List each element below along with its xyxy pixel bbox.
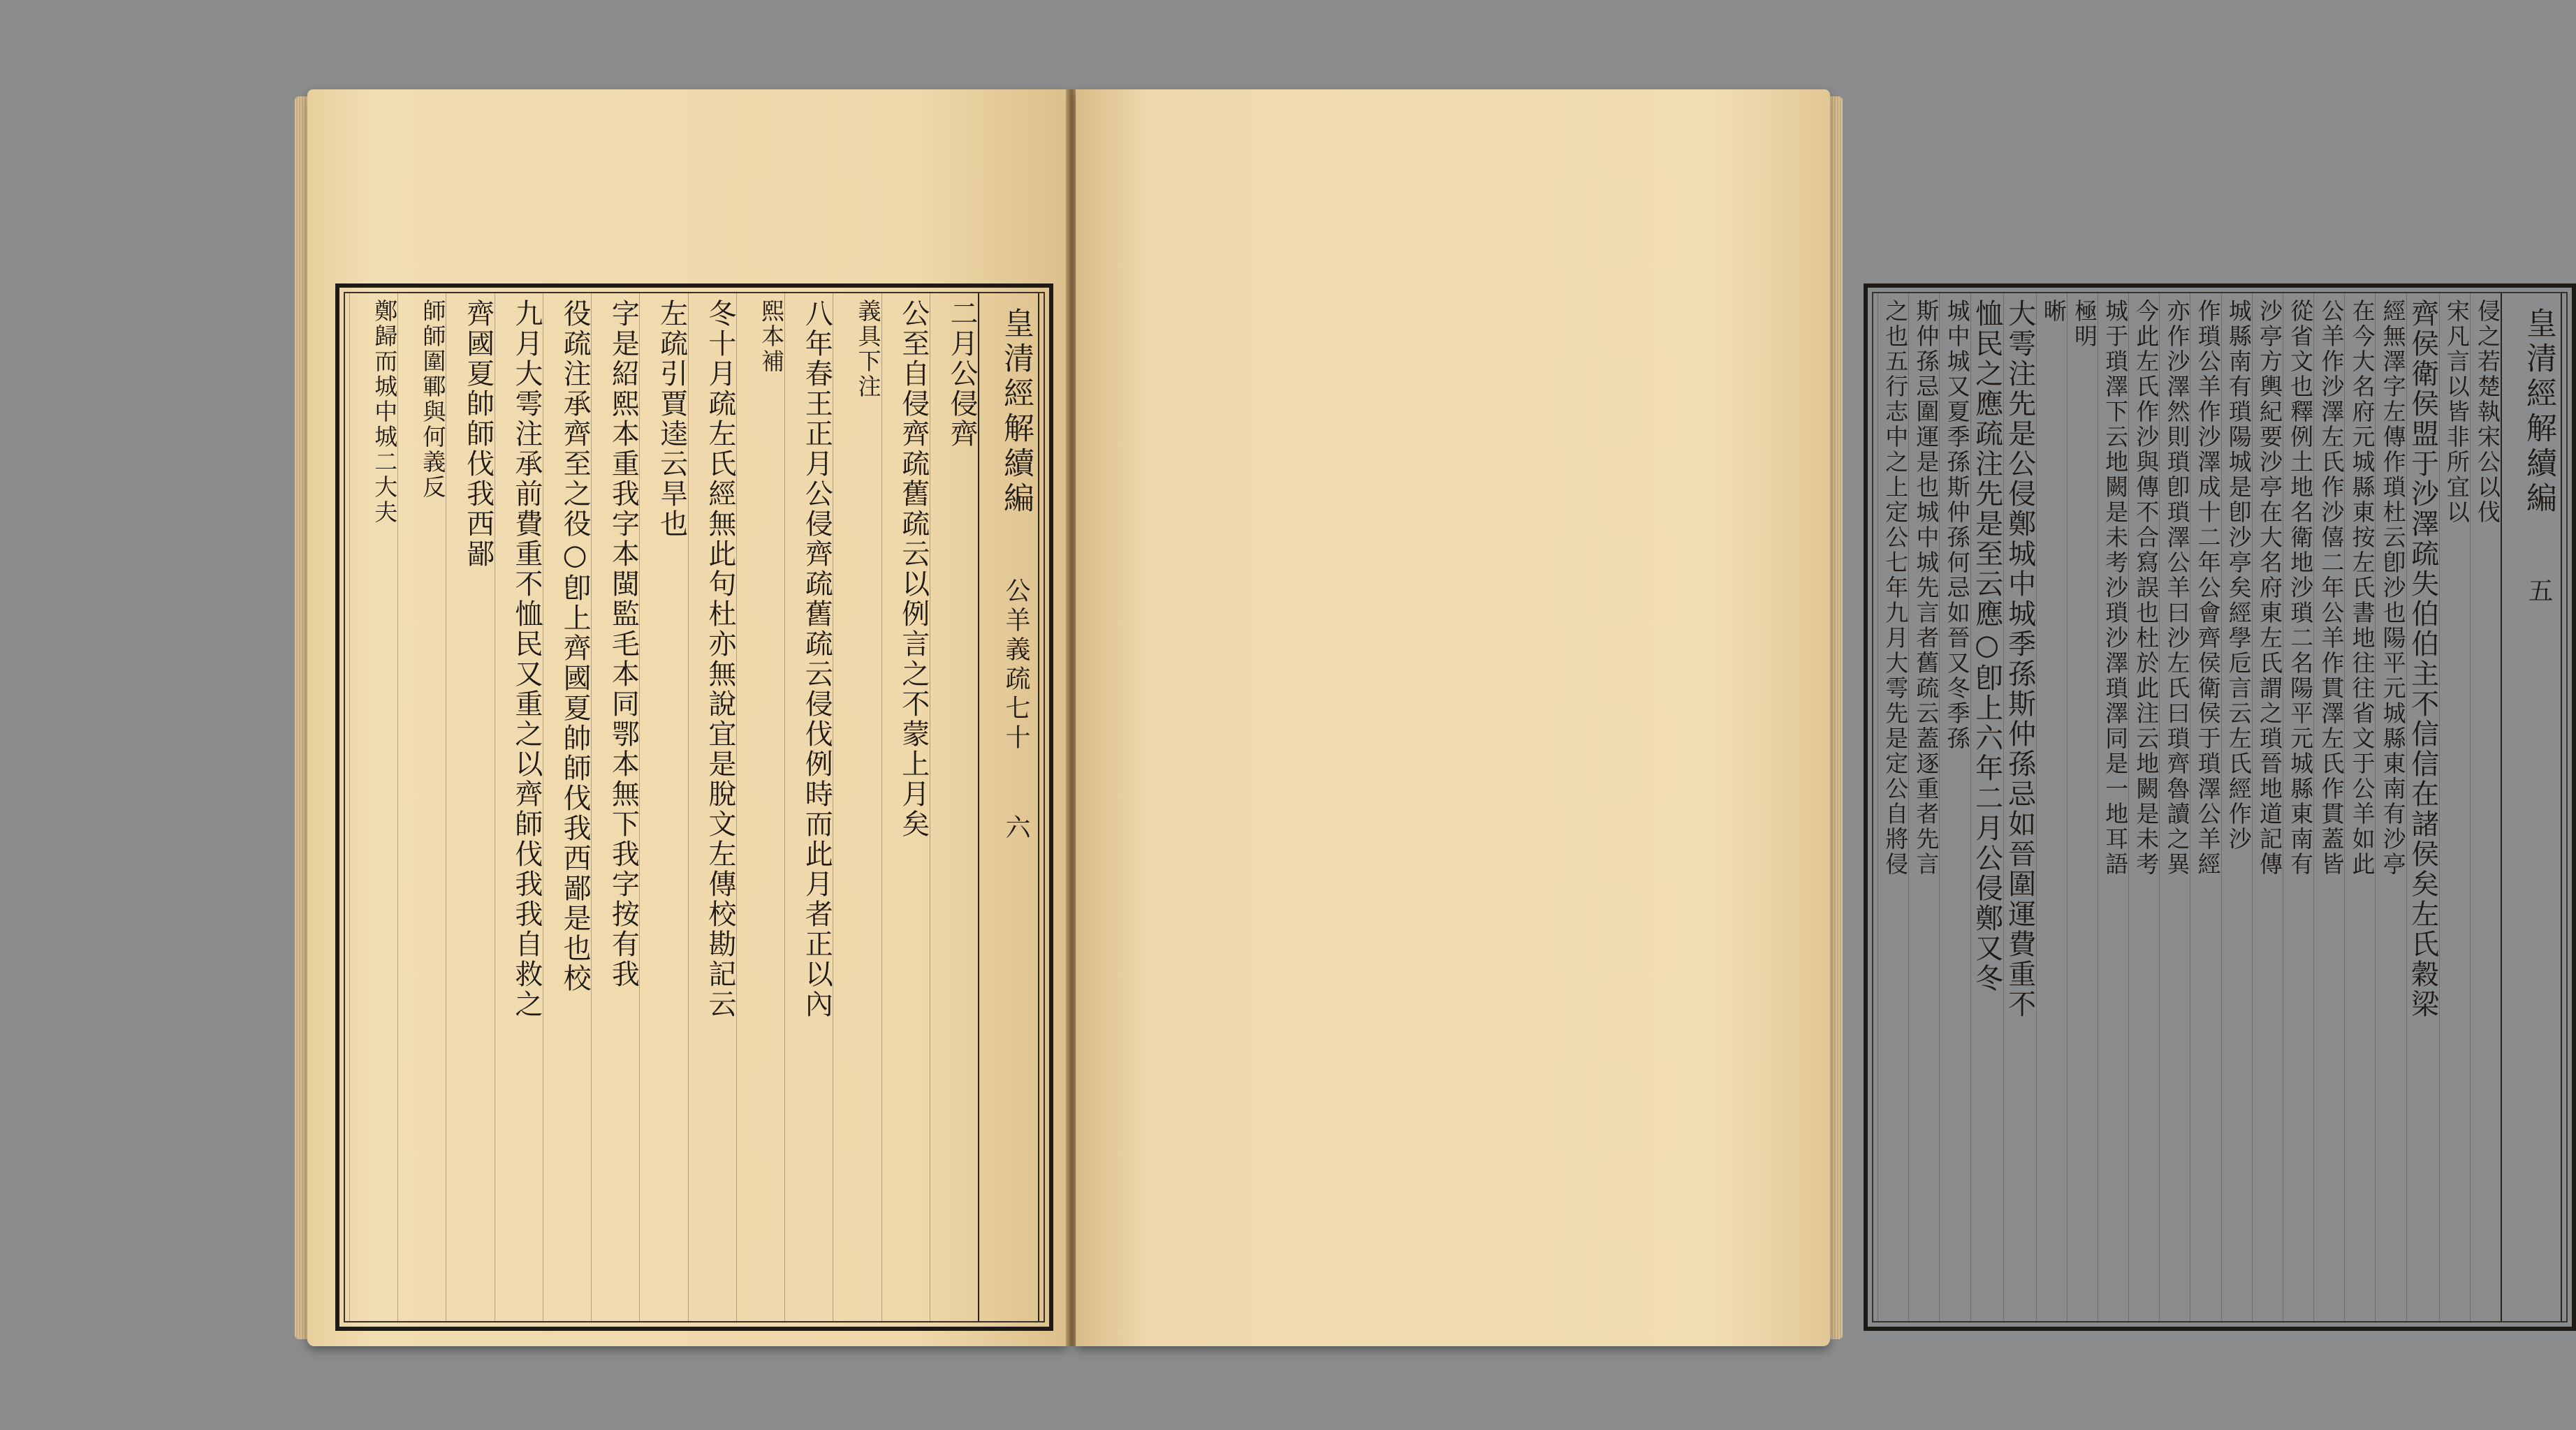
text-column: 斯仲孫忌圍運是也城中城先言者舊疏云蓋逐重者先言 (1908, 293, 1939, 1321)
right-columns (1878, 293, 2562, 1321)
text-column: 亦作沙澤然則瑣卽瑣澤公羊曰沙左氏曰瑣齊魯讀之異 (2159, 293, 2190, 1321)
text-column: 在今大名府元城縣東按左氏書地往往省文于公羊如此 (2344, 293, 2375, 1321)
open-book (307, 89, 2556, 1360)
text-column: 八年春王正月公侵齊疏舊疏云侵伐例時而此月者正以內 (784, 293, 833, 1321)
text-column: 公至自侵齊疏舊疏云以例言之不蒙上月矣 (881, 293, 930, 1321)
right-page-band (2501, 293, 2562, 1321)
text-column: 今此左氏作沙與傳不合寫誤也杜於此注云地闕是未考 (2128, 293, 2159, 1321)
text-column: 之也五行志中之上定公七年九月大雩先是定公自將侵 (1878, 293, 1908, 1321)
text-column: 城縣南有瑣陽城是卽沙亭矣經學卮言云左氏經作沙 (2221, 293, 2252, 1321)
folio-number: 五 (2524, 577, 2553, 607)
section-title: 公羊義疏七十 (1002, 577, 1030, 753)
text-column: 宋凡言以皆非所宜以 (2439, 293, 2470, 1321)
book-title: 皇清經解續編 (2521, 307, 2556, 517)
text-column: 字是紹熙本重我字本閩監毛本同鄂本無下我字按有我 (591, 293, 639, 1321)
text-column: 義具下注 (833, 293, 881, 1321)
text-column: 熙本補 (736, 293, 784, 1321)
right-text-frame (1864, 283, 2576, 1331)
text-column: 公羊作沙澤左氏作沙僖二年公羊作貫澤左氏作貫蓋皆 (2313, 293, 2344, 1321)
text-column: 大雩注先是公侵鄭城中城季孫斯仲孫忌如晉圍運費重不 (2003, 293, 2036, 1321)
text-column: 役疏注承齊至之役○卽上齊國夏帥師伐我西鄙是也校 (543, 293, 591, 1321)
text-column: 侵之若楚執宋公以伐 (2470, 293, 2501, 1321)
text-column: 城于瑣澤下云地闕是未考沙瑣沙澤瑣澤同是一地耳語 (2098, 293, 2128, 1321)
text-column: 師師圍鄆與何義反 (397, 293, 446, 1321)
left-page (307, 89, 1067, 1346)
text-column: 二月公侵齊 (930, 293, 978, 1321)
text-column: 冬十月疏左氏經無此句杜亦無說宜是脫文左傳校勘記云 (688, 293, 736, 1321)
text-column: 極明 (2067, 293, 2098, 1321)
text-column: 沙亭方輿紀要沙亭在大名府東左氏謂之瑣晉地道記傳 (2252, 293, 2283, 1321)
text-column: 從省文也釋例土地名衛地沙瑣二名陽平元城縣東南有 (2283, 293, 2313, 1321)
text-column: 鄭歸而城中城二大夫 (349, 293, 397, 1321)
left-columns (349, 293, 1039, 1321)
text-column: 齊國夏帥師伐我西鄙 (446, 293, 494, 1321)
right-page (1076, 89, 2556, 1346)
text-column: 九月大雩注承前費重不恤民又重之以齊師伐我我自救之 (495, 293, 543, 1321)
book-title: 皇清經解續編 (998, 307, 1034, 517)
text-column: 城中城又夏季孫斯仲孫何忌如晉又冬季孫 (1939, 293, 1970, 1321)
text-column: 晰 (2036, 293, 2067, 1321)
left-text-frame (335, 283, 1053, 1331)
text-column: 齊侯衛侯盟于沙澤疏失伯伯主不信信在諸侯矣左氏穀梁 (2406, 293, 2439, 1321)
text-column: 左疏引賈逵云旱也 (639, 293, 687, 1321)
text-column: 恤民之應疏注先是至云應○卽上六年二月公侵鄭又冬 (1970, 293, 2003, 1321)
text-column: 作瑣公羊作沙澤成十二年公會齊侯衛侯于瑣澤公羊經 (2190, 293, 2220, 1321)
left-page-band (978, 293, 1039, 1321)
text-column: 經無澤字左傳作瑣杜云卽沙也陽平元城縣東南有沙亭 (2375, 293, 2406, 1321)
folio-number: 六 (1002, 814, 1030, 843)
